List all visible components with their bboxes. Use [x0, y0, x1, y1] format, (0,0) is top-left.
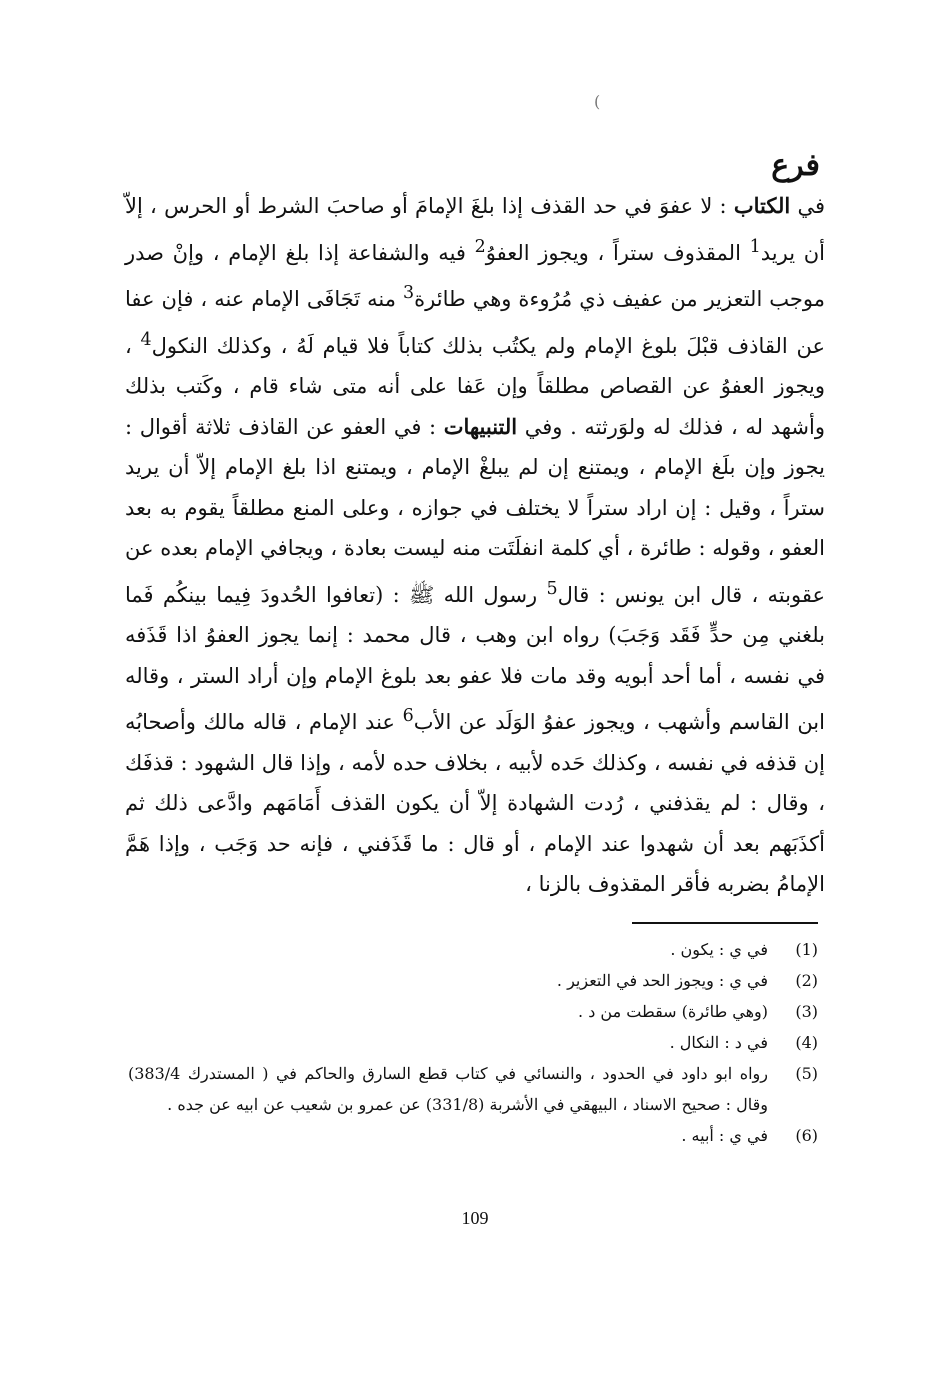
footnote-ref-2: 2 — [474, 236, 486, 257]
text-run: : في العفو عن القاذف ثلاثة أقوال : يجوز وإن بلَغ الإمام ، ويمتنع إن لم يبلغْ الإمام ، ويمتنع اذا بلغ الإمام إلاّ أن يريد ستراً ، وقيل : إن اراد ستراً لا يختلف في جوازه ، وعلى المنع مطلقاً يقوم به بعد العفو ، وقوله : طائرة ، أي كلمة انفلَتَت منه ليست بعادة ، ويجافي الإمام بعده عن عقوبته ، قال ابن يونس : قال — [125, 414, 825, 607]
main-paragraph — [125, 186, 825, 905]
footnote-number: (6) — [795, 1126, 818, 1145]
footnote-number: (1) — [795, 940, 818, 959]
footnote-item — [128, 1027, 818, 1058]
footnote-number: (3) — [795, 1002, 818, 1021]
stray-mark: ) — [594, 92, 601, 111]
section-heading: فرع — [771, 148, 820, 183]
page-number: 109 — [461, 1208, 489, 1228]
footnote-ref-3: 3 — [403, 283, 415, 303]
footnote-item — [128, 934, 818, 965]
text-run: فيه والشفاعة إذا بلغ الإمام ، وإنْ صدر موجب التعزير من عفيف ذي مُرُوءة وهي طائرة — [125, 240, 825, 311]
footnote-ref-4: 4 — [140, 329, 152, 350]
footnote-ref-5: 5 — [546, 578, 558, 599]
footnote-divider — [632, 922, 818, 924]
text-run: ، ويجوز العفوُ عن القصاص مطلقاً وإن عَفا على أنه متى شاء قام ، وكَتب بذلك وأشهد له ، فذلك له ولوَرثته . وفي — [125, 333, 825, 439]
text-run: : لا عفوَ في حد القذف إذا بلغَ الإمامَ أو صاحبَ الشرط أو الحرس ، إلاّ أن يريد — [125, 194, 825, 265]
tanbihat-label: التنبيهات — [443, 413, 518, 439]
footnote-text: في ي : يكون . — [670, 940, 768, 959]
footnote-number: (4) — [795, 1033, 818, 1052]
footnote-number: (2) — [795, 971, 818, 990]
footnote-text: (وهي طائرة) سقطت من د . — [578, 1002, 768, 1021]
footnote-text: في ي : أبيه . — [681, 1126, 768, 1145]
footnote-item — [128, 1058, 818, 1120]
paragraph-text — [125, 186, 825, 905]
footnote-number: (5) — [795, 1064, 818, 1083]
footnote-item — [128, 965, 818, 996]
text-run: المقذوف ستراً ، ويجوز العفوُ — [485, 240, 750, 265]
footnote-text: في ي : ويجوز الحد في التعزير . — [556, 971, 768, 990]
text-run: عند الإمام ، قاله مالك وأصحابُه إن قذفه في نفسه ، وكذلك حَده لأبيه ، بخلاف حده لأمه ، وإذا قال الشهود : قذفَك ، وقال : لم يقذفني ، رُدت الشهادة إلاّ أن يكون القذف أَمَامَهم وادَّعى ذلك ثم أكذَبَهم بعد أن شهدوا عند الإمام ، أو قال : ما قَذَفني ، فإنه حد وَجَب ، وإذا هَمَّ الإمامُ بضربه فأقر المقذوف بالزنا ، — [125, 710, 825, 896]
footnote-item — [128, 1120, 818, 1151]
text-run: في — [790, 194, 825, 218]
footnote-ref-6: 6 — [402, 706, 414, 726]
text-run: رسول الله ﷺ : (تعافوا الحُدودَ فِيما بينكُم فَما بلغني مِن حدٍّ فَقَد وَجَبَ) رواه ابن وهب ، قال محمد : إنما يجوز العفوُ اذا قَذَفه في نفسه ، أما أحد أبويه وقد مات فلا عفو بعد بلوغ الإمام وإن أراد الستر ، وقاله ابن القاسم وأشهب ، ويجوز عفوُ الوَلَد عن الأب — [125, 582, 825, 734]
text-run: منه تَجَافَى الإمام عنه ، فإن عفا عن القاذف قبْلَ بلوغ الإمام ولم يكتُب بذلك كتاباً فلا قيام لَهُ ، وكذلك النكول — [125, 287, 826, 358]
footnotes-list — [128, 934, 818, 1151]
footnote-item — [128, 996, 818, 1027]
footnote-ref-1: 1 — [749, 236, 761, 257]
kitab-label: الكتاب — [733, 193, 791, 218]
footnote-text: رواه ابو داود في الحدود ، والنسائي في كتاب قطع السارق والحاكم في ( المستدرك 383/4) وقال : صحيح الاسناد ، البيهقي في الأشربة (331/8) عن عمرو بن شعيب عن ابيه عن جده . — [128, 1064, 768, 1114]
footnote-text: في د : النكال . — [669, 1033, 768, 1052]
